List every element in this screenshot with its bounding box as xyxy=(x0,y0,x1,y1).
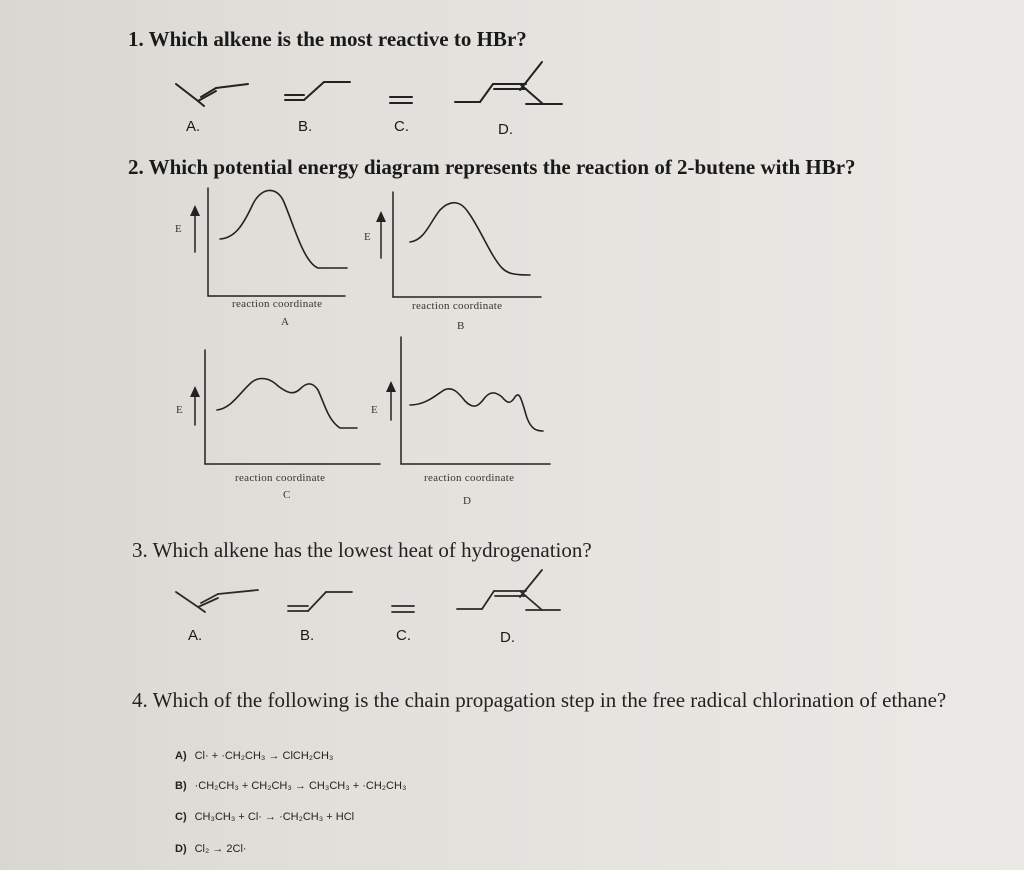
diagram-c-x-label: reaction coordinate xyxy=(235,472,326,484)
diagram-b-x-label: reaction coordinate xyxy=(412,300,503,312)
q4-answer-a[interactable] xyxy=(175,750,333,762)
diagram-d-x-label: reaction coordinate xyxy=(424,472,515,484)
q3-option-d[interactable]: D. xyxy=(500,629,515,646)
q4-answer-a-text: Cl· + ·CH₂CH₃ → ClCH₂CH₃ xyxy=(194,750,334,762)
diagram-a-x-label: reaction coordinate xyxy=(232,298,323,310)
question-2-text: 2. Which potential energy diagram represents the reaction of 2-butene with HBr? xyxy=(128,155,856,179)
q4-answer-c[interactable] xyxy=(175,811,354,823)
q1-option-b[interactable]: B. xyxy=(298,118,313,135)
diagram-b-letter[interactable]: B xyxy=(457,320,465,332)
q1-option-d[interactable]: D. xyxy=(498,121,513,138)
q3-structure-b xyxy=(288,592,352,611)
q4-answer-d[interactable] xyxy=(175,843,247,855)
q4-answer-d-letter: D) xyxy=(175,843,187,855)
diagram-c-y-label: E xyxy=(176,404,183,416)
q1-option-a[interactable]: A. xyxy=(186,118,201,135)
question-3-text: 3. Which alkene has the lowest heat of hydrogenation? xyxy=(132,538,592,562)
q4-answer-a-letter: A) xyxy=(175,750,187,762)
diagram-b-y-label: E xyxy=(364,231,371,243)
diagram-d-letter[interactable]: D xyxy=(463,495,471,507)
diagram-a-letter[interactable]: A xyxy=(281,316,289,328)
q3-structure-c xyxy=(392,606,414,612)
q1-option-c[interactable]: C. xyxy=(394,118,409,135)
question-4-text: 4. Which of the following is the chain propagation step in the free radical chlorination of ethane? xyxy=(132,688,947,712)
q4-answer-d-text: Cl₂ → 2Cl· xyxy=(194,843,247,855)
diagram-d-y-label: E xyxy=(371,404,378,416)
q4-answer-b[interactable] xyxy=(175,780,406,792)
diagram-a-y-label: E xyxy=(175,223,182,235)
diagram-c-letter[interactable]: C xyxy=(283,489,291,501)
q3-option-c[interactable]: C. xyxy=(396,627,411,644)
q3-option-b[interactable]: B. xyxy=(300,627,315,644)
q4-answer-b-text: ·CH₂CH₃ + CH₂CH₃ → CH₃CH₃ + ·CH₂CH₃ xyxy=(194,780,407,792)
question-1-text: 1. Which alkene is the most reactive to HBr? xyxy=(128,27,527,51)
q4-answer-b-letter: B) xyxy=(175,780,187,792)
q3-option-a[interactable]: A. xyxy=(188,627,203,644)
q4-answer-c-text: CH₃CH₃ + Cl· → ·CH₂CH₃ + HCl xyxy=(194,811,355,823)
q3-structure-d xyxy=(457,570,560,610)
q3-structure-a xyxy=(176,590,258,612)
q4-answer-c-letter: C) xyxy=(175,811,187,823)
